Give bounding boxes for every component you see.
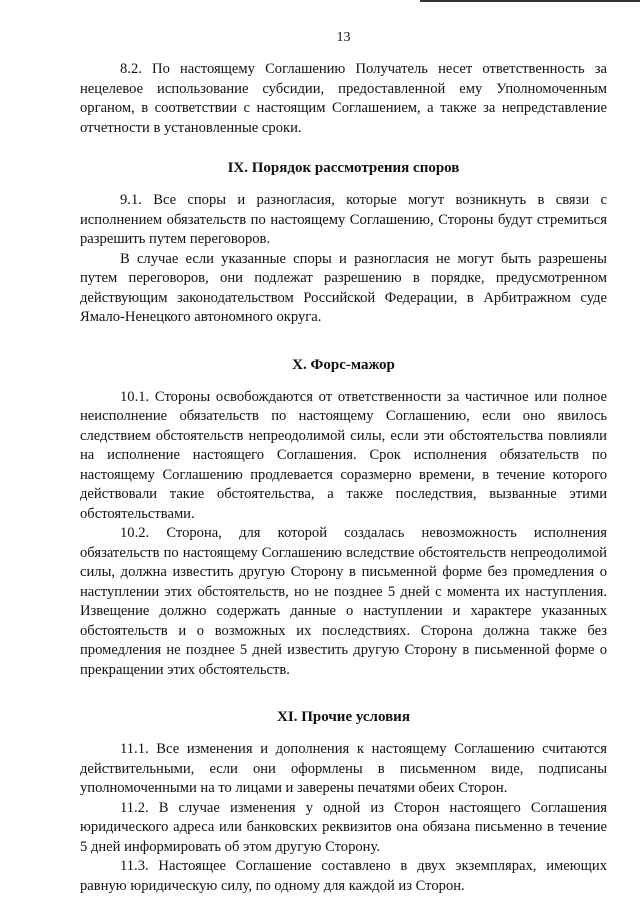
paragraph-11-1: 11.1. Все изменения и дополнения к настоящему Соглашению считаются действительными, если они оформлены в письменном виде, подписаны уполномоченными на то лицами и заверены печатями обеих Сторон. xyxy=(80,741,607,796)
paragraph-10-2: 10.2. Сторона, для которой создалась невозможность исполнения обязательств по настоящему Соглашению вследствие обстоятельств непреодолимой силы, должна известить другую Сторону в письменной форме без промедления о наступлении этих обстоятельств, но не позднее 5 дней с момента их наступления. Извещение должно содержать данные о наступлении и характере указанных обстоятельств и о возможных их последствиях. Сторона должна также без промедления не позднее 5 дней известить другую Сторону в письменной форме о прекращении этих обстоятельств. xyxy=(80,525,607,678)
paragraph-9-2: В случае если указанные споры и разногласия не могут быть разрешены путем переговоров, они подлежат разрешению в порядке, предусмотренном действующим законодательством Российской Федерации, в Арбитражном суде Ямало-Ненецкого автономного округа. xyxy=(80,250,607,325)
document-page xyxy=(80,30,607,896)
section-heading-ix: IX. Порядок рассмотрения споров xyxy=(227,160,460,176)
page-number: 13 xyxy=(336,30,351,45)
paragraph-10-1: 10.1. Стороны освобождаются от ответственности за частичное или полное неисполнение обязательств по настоящему Соглашению, если оно явилось следствием обстоятельств непреодолимой силы, если эти обстоятельства повлияли на исполнение настоящего Соглашения. Срок исполнения обязательств по настоящему Соглашению продлевается соразмерно времени, в течение которого действовали такие обстоятельства, а также последствия, вызванные этими обстоятельствами. xyxy=(80,388,607,522)
paragraph-9-1: 9.1. Все споры и разногласия, которые могут возникнуть в связи с исполнением обязательств по настоящему Соглашению, Стороны будут стремиться разрешить путем переговоров. xyxy=(80,192,607,247)
section-heading-xi: XI. Прочие условия xyxy=(277,709,410,725)
paragraph-11-3: 11.3. Настоящее Соглашение составлено в двух экземплярах, имеющих равную юридическую силу, по одному для каждой из Сторон. xyxy=(80,858,607,894)
paragraph-11-2: 11.2. В случае изменения у одной из Сторон настоящего Соглашения юридического адреса или банковских реквизитов она обязана письменно в течение 5 дней информировать об этом другую Сторону. xyxy=(80,799,607,855)
top-edge-rule xyxy=(420,0,640,2)
paragraph-8-2: 8.2. По настоящему Соглашению Получатель несет ответственность за нецелевое использование субсидии, предоставленной ему Уполномоченным органом, в соответствии с настоящим Соглашением, а также за непредставление отчетности в установленные сроки. xyxy=(80,61,607,136)
section-heading-x: X. Форс-мажор xyxy=(292,356,395,373)
